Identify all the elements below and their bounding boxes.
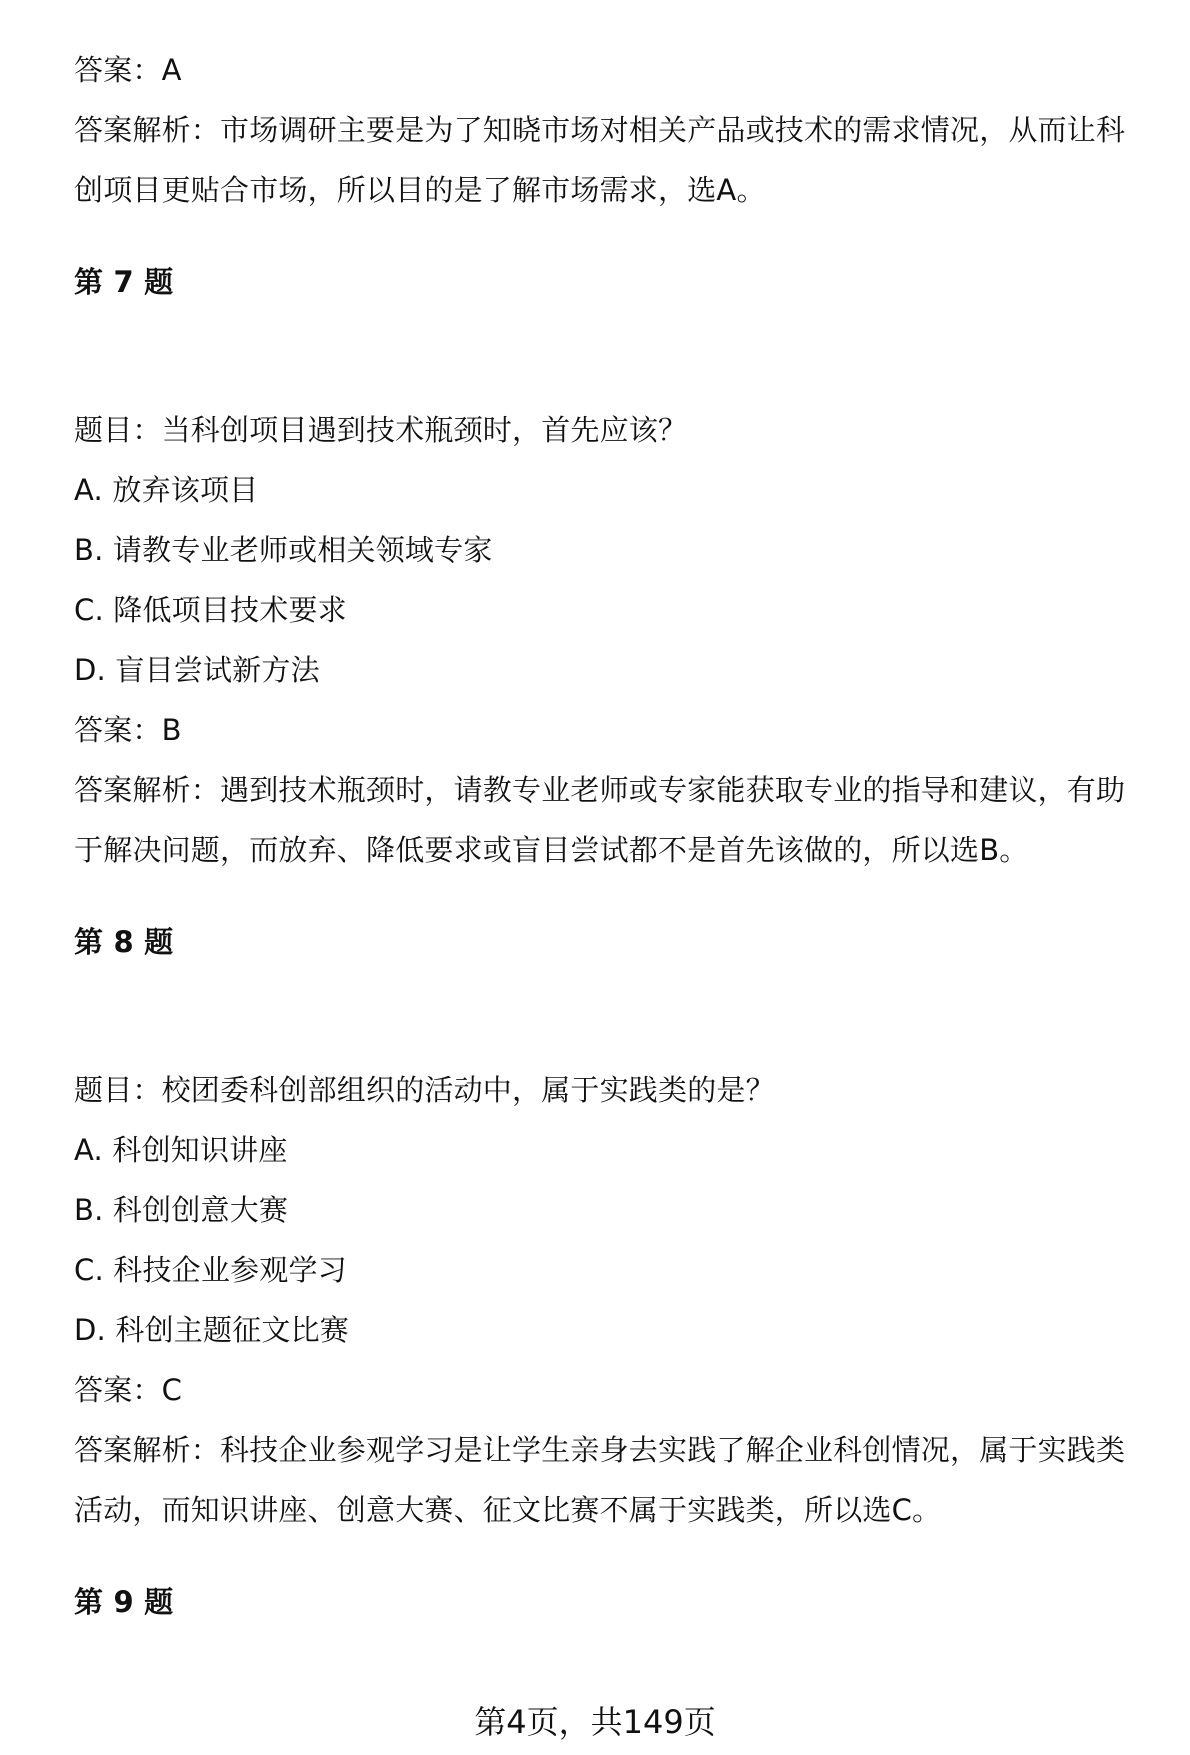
q9-heading: 第 9 题 — [74, 1585, 174, 1619]
q7-answer: 答案：B — [74, 713, 182, 747]
q7-option-c: C. 降低项目技术要求 — [74, 593, 347, 627]
q8-option-c: C. 科技企业参观学习 — [74, 1253, 347, 1287]
q7-heading: 第 7 题 — [74, 265, 174, 299]
q8-option-d: D. 科创主题征文比赛 — [74, 1313, 349, 1347]
q8-option-b: B. 科创创意大赛 — [74, 1193, 289, 1227]
q6-analysis-line-1: 答案解析：市场调研主要是为了知晓市场对相关产品或技术的需求情况，从而让科 — [74, 113, 1126, 147]
q7-question: 题目：当科创项目遇到技术瓶颈时，首先应该？ — [74, 413, 688, 447]
q8-analysis-line-2: 活动，而知识讲座、创意大赛、征文比赛不属于实践类，所以选C。 — [74, 1493, 942, 1527]
q8-answer: 答案：C — [74, 1373, 183, 1407]
q8-analysis-line-1: 答案解析：科技企业参观学习是让学生亲身去实践了解企业科创情况，属于实践类 — [74, 1433, 1126, 1467]
q7-option-d: D. 盲目尝试新方法 — [74, 653, 320, 687]
q8-heading: 第 8 题 — [74, 925, 174, 959]
q7-option-a: A. 放弃该项目 — [74, 473, 259, 507]
page-indicator: 第4页，共149页 — [474, 1703, 716, 1741]
q7-option-b: B. 请教专业老师或相关领域专家 — [74, 533, 493, 567]
q7-analysis-line-1: 答案解析：遇到技术瓶颈时，请教专业老师或专家能获取专业的指导和建议，有助 — [74, 773, 1126, 807]
q8-question: 题目：校团委科创部组织的活动中，属于实践类的是？ — [74, 1073, 775, 1107]
q8-option-a: A. 科创知识讲座 — [74, 1133, 288, 1167]
q6-analysis-line-2: 创项目更贴合市场，所以目的是了解市场需求，选A。 — [74, 173, 766, 207]
q7-analysis-line-2: 于解决问题，而放弃、降低要求或盲目尝试都不是首先该做的，所以选B。 — [74, 833, 1029, 867]
q6-answer: 答案：A — [74, 53, 182, 87]
